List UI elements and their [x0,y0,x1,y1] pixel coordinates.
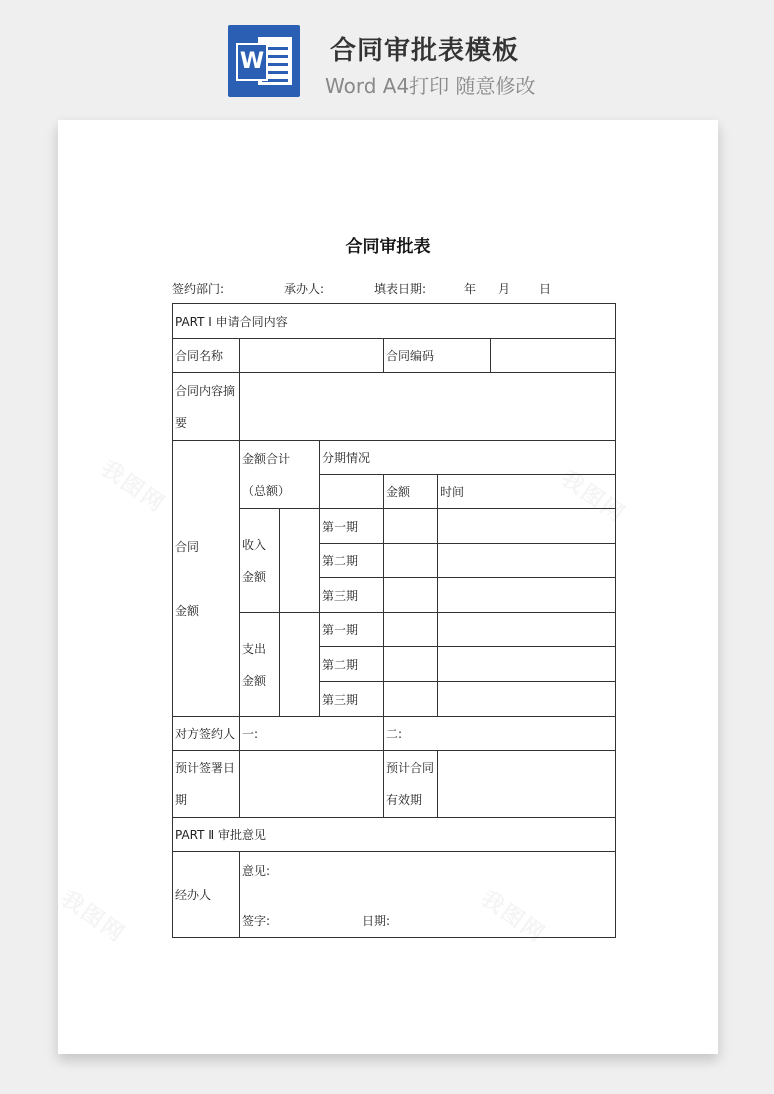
validity-label: 预计合同 有效期 [384,751,438,818]
expense-amount-label: 支出 金额 [240,613,280,717]
counterparty-two[interactable]: 二: [384,717,616,751]
meta-handler: 承办人: [284,282,325,296]
validity-field[interactable] [438,751,616,818]
form-title: 合同审批表 [345,237,431,257]
contract-code-label: 合同编码 [384,339,491,373]
sign-date-label: 预计签署日 期 [173,751,240,818]
date-label: 日期: [362,914,391,928]
document-page [58,120,718,1054]
template-subtitle: Word A4打印 随意修改 [325,74,536,98]
signature-label: 签字: [242,914,271,928]
expense-period-1: 第一期 [320,613,384,647]
handler-label: 经办人 [173,852,240,938]
expense-period-1-amount[interactable] [384,613,438,647]
contract-name-label: 合同名称 [173,339,240,373]
part1-header: PART Ⅰ 申请合同内容 [173,304,616,339]
part2-header: PART Ⅱ 审批意见 [173,818,616,852]
word-letter: W [236,43,268,81]
income-period-1-time[interactable] [438,509,616,544]
watermark [96,452,173,519]
word-icon [228,25,300,97]
contract-code-field[interactable] [491,339,616,373]
meta-month: 月 [498,282,511,296]
contract-name-field[interactable] [240,339,384,373]
summary-label: 合同内容摘 要 [173,373,240,441]
opinion-field[interactable] [240,852,616,938]
contract-amount-label: 合同 金额 [173,441,240,717]
income-period-3: 第三期 [320,578,384,613]
income-period-2-amount[interactable] [384,544,438,578]
installments-blank[interactable] [320,475,384,509]
template-title: 合同审批表模板 [330,36,520,66]
meta-year: 年 [464,282,477,296]
income-amount-label: 收入 金额 [240,509,280,613]
expense-period-2-amount[interactable] [384,647,438,682]
expense-period-3-time[interactable] [438,682,616,717]
income-period-2-time[interactable] [438,544,616,578]
counterparty-label: 对方签约人 [173,717,240,751]
approval-form-table [172,303,616,938]
sign-date-field[interactable] [240,751,384,818]
installments-label: 分期情况 [320,441,616,475]
watermark [56,882,133,949]
income-period-1: 第一期 [320,509,384,544]
meta-fill-date: 填表日期: [374,282,427,296]
income-amount-field[interactable] [280,509,320,613]
col-time-label: 时间 [438,475,616,509]
income-period-3-amount[interactable] [384,578,438,613]
page-header [0,0,774,110]
income-period-2: 第二期 [320,544,384,578]
income-period-3-time[interactable] [438,578,616,613]
meta-department: 签约部门: [172,282,225,296]
counterparty-one[interactable]: 一: [240,717,384,751]
expense-period-1-time[interactable] [438,613,616,647]
expense-period-3: 第三期 [320,682,384,717]
total-amount-label: 金额合计 （总额） [240,441,320,509]
opinion-label: 意见: [242,864,271,878]
expense-period-2: 第二期 [320,647,384,682]
col-amount-label: 金额 [384,475,438,509]
income-period-1-amount[interactable] [384,509,438,544]
expense-period-2-time[interactable] [438,647,616,682]
summary-field[interactable] [240,373,616,441]
meta-day: 日 [539,282,552,296]
expense-amount-field[interactable] [280,613,320,717]
expense-period-3-amount[interactable] [384,682,438,717]
